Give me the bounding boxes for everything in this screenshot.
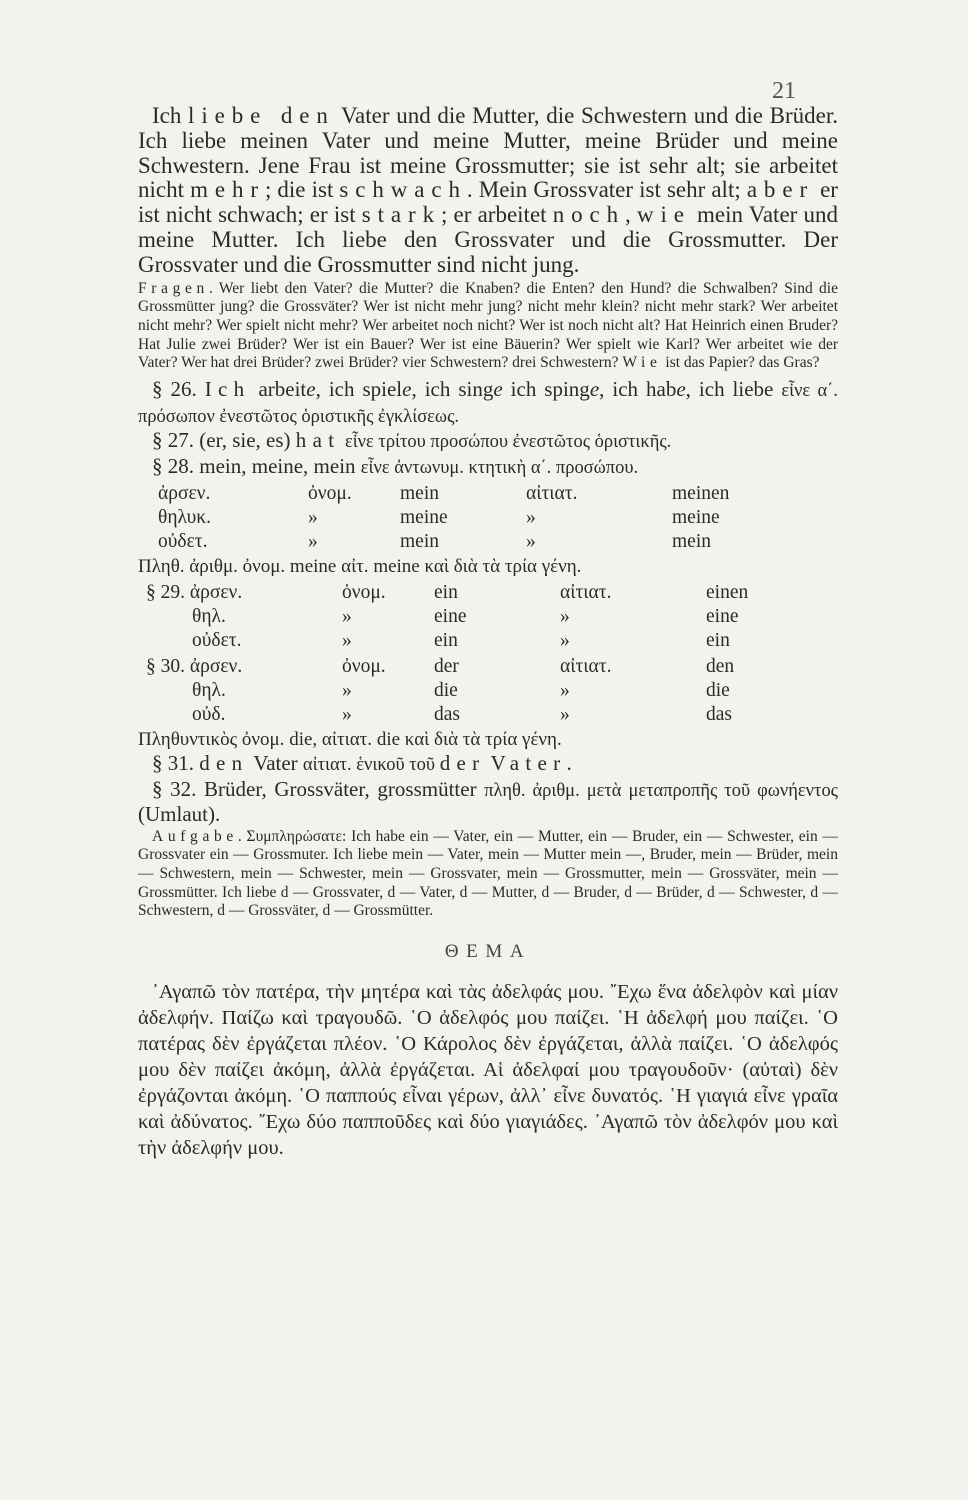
section-28: § 28. mein, meine, mein εἶνε ἀντωνυμ. κτητικὴ α΄. προσώπου. bbox=[152, 453, 639, 478]
section-27: § 27. (er, sie, es) hat εἶνε τρίτου προσώπου ἐνεστῶτος ὁριστικῆς. bbox=[152, 428, 672, 453]
plural-note-28: Πληθ. ἀριθμ. ὀνομ. meine αἰτ. meine καὶ διὰ τὰ τρία γένη. bbox=[138, 555, 582, 577]
table-row: § 30. ἀρσεν. ὀνομ. der αἰτιατ. den bbox=[146, 655, 735, 677]
declension-table-der bbox=[138, 654, 734, 726]
theme-heading: ΘΕΜΑ bbox=[444, 941, 532, 963]
table-row: οὐδετ. » ein » ein bbox=[192, 629, 730, 651]
theme-paragraph: ᾿Αγαπῶ τὸν πατέρα, τὴν μητέρα καὶ τὰς ἀδελφάς μου. ῎Εχω ἕνα ἀδελφὸν καὶ μίαν ἀδελφήν. Παίζω καὶ τραγουδῶ. ῾Ο ἀδελφός μου παίζει. ῾Η ἀδελφή μου παίζει. ῾Ο πατέρας δὲν ἐργάζεται πλέον. ῾Ο Κάρολος δὲν ἐργάζεται, ἀλλὰ παίζει. ῾Ο ἀδελφός μου δὲν παίζει ἀκόμη, ἀλλὰ ἐργάζεται. Αἱ ἀδελφαί μου τραγουδοῦν· (αὐταὶ) δὲν ἐργάζονται ἀκόμη. ῾Ο παππούς εἶναι γέρων, ἀλλ᾿ εἶνε δυνατός. ῾Η γιαγιά εἶνε γραῖα καὶ ἀδύνατος. ῎Εχω δύο παπποῦδες καὶ δύο γιαγιάδες. ᾿Αγαπῶ τὸν ἀδελφόν μου καὶ τὴν ἀδελφήν μου. bbox=[138, 981, 838, 1160]
table-row: οὐδ. » das » das bbox=[192, 703, 732, 725]
page-number: 21 bbox=[772, 78, 796, 104]
section-26: § 26. Ich arbeite, ich spiele, ich singe ich spinge, ich habe, ich liebe εἶνε α΄. πρόσωπον ἐνεστῶτος ὁριστικῆς ἐγκλίσεως. bbox=[138, 377, 838, 426]
table-row: οὐδετ. » mein » mein bbox=[158, 530, 711, 552]
reading-paragraph: Ich liebe den Vater und die Mutter, die Schwestern und die Brüder. Ich liebe meinen Vater und meine Mutter, meine Brüder und meine Schwestern. Jene Frau ist meine Grossmutter; sie ist sehr alt; sie arbeitet nicht mehr; die ist schwach. Mein Grossvater ist sehr alt; aber er ist nicht schwach; er ist stark; er arbeitet noch, wie mein Vater und meine Mutter. Ich liebe den Grossvater und die Grossmutter. Der Grossvater und die Grossmutter sind nicht jung. bbox=[138, 103, 838, 277]
table-row: θηλ. » eine » eine bbox=[192, 606, 739, 628]
plural-note-30: Πληθυντικὸς ὀνομ. die, αἰτιατ. die καὶ διὰ τὰ τρία γένη. bbox=[138, 728, 562, 750]
declension-table-ein bbox=[138, 580, 748, 652]
exercise-label: Aufgabe bbox=[152, 827, 238, 845]
table-row: θηλυκ. » meine » meine bbox=[158, 506, 720, 528]
questions-paragraph: Fragen. Wer liebt den Vater? die Mutter? die Knaben? die Enten? den Hund? die Schwalben? Sind die Grossmütter jung? die Grossväter? Wer ist nicht mehr jung? nicht mehr klein? nicht mehr stark? Wer arbeitet nicht mehr? Wer spielt nicht mehr? Wer arbeitet noch nicht? Wer ist noch nicht alt? Hat Heinrich einen Bruder? Hat Julie zwei Brüder? Wer ist ein Bauer? Wer ist eine Bäuerin? Wer spielt wie Karl? Wer arbeitet wie der Vater? Wer hat drei Brüder? zwei Brüder? vier Schwestern? drei Schwestern? Wie ist das Papier? das Gras? bbox=[138, 279, 838, 372]
exercise-paragraph: Aufgabe. Συμπληρώσατε: Ich habe ein — Vater, ein — Mutter, ein — Bruder, ein — Schwester, ein — Grossvater ein — Grossmuter. Ich liebe mein — Vater, mein — Mutter mein —, Bruder, mein — Brüder, mein — Schwestern, mein — Schwester, mein — Grossvater, mein — Grossmutter, mein — Grossväter, mein — Grossmütter. Ich liebe d — Grossvater, d — Vater, d — Mutter, d — Bruder, d — Brüder, d — Schwester, d — Schwestern, d — Grossväter, d — Grossmütter. bbox=[138, 827, 838, 920]
declension-table-mein bbox=[138, 481, 729, 553]
table-row: § 29. ἀρσεν. ὀνομ. ein αἰτιατ. einen bbox=[146, 582, 749, 604]
section-32: § 32. Brüder, Grossväter, grossmütter πληθ. ἀριθμ. μετὰ μεταπροπῆς τοῦ φωνήεντος (Umlaut). bbox=[138, 776, 838, 827]
text-column bbox=[138, 104, 838, 1161]
section-31: § 31. den Vater αἰτιατ. ἑνικοῦ τοῦ der Vater. bbox=[152, 751, 572, 776]
table-row: θηλ. » die » die bbox=[192, 679, 730, 701]
questions-label: Fragen bbox=[138, 279, 209, 297]
table-row: ἀρσεν. ὀνομ. mein αἰτιατ. meinen bbox=[158, 482, 730, 504]
